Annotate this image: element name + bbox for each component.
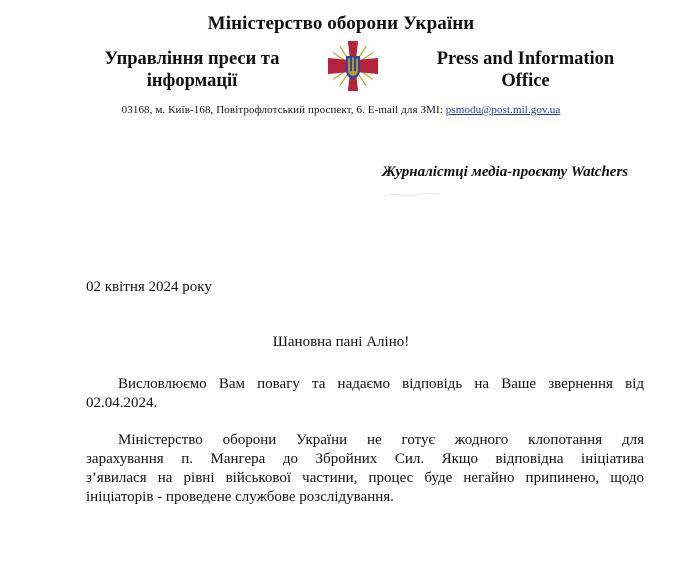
- email-link[interactable]: psmodu@post.mil.gov.ua: [445, 104, 561, 116]
- department-name-english-line2: Office: [501, 71, 550, 91]
- department-name-english-line1: Press and Information: [436, 49, 615, 69]
- paragraph-2-line: Міністерство оборони України не готує жодного клопотання для: [118, 432, 644, 448]
- department-name-ukrainian-line2: інформації: [146, 71, 238, 91]
- paragraph-1: [86, 375, 644, 413]
- department-name-english: [418, 48, 633, 92]
- letter-date: 02 квітня 2024 року: [86, 279, 212, 295]
- department-name-ukrainian-line1: Управління преси та: [104, 49, 280, 69]
- paragraph-2-line: ініціаторів - проведене службове розслідування.: [86, 489, 394, 505]
- address-line: [0, 104, 682, 116]
- paragraph-2-line: з’явилася на рівні військової частини, процес буде негайно припинено, щодо: [86, 470, 644, 486]
- ministry-emblem-icon: [325, 38, 381, 94]
- address-text: 03168, м. Київ-168, Повітрофлотський проспект, 6. E-mail для ЗМІ:: [121, 104, 443, 116]
- department-name-ukrainian: [72, 48, 312, 92]
- greeting: Шановна пані Аліно!: [272, 334, 410, 350]
- paragraph-1-line: 02.04.2024.: [86, 395, 158, 411]
- recipient: Журналістці медіа-проєкту Watchers: [382, 164, 629, 180]
- paragraph-2-line: зарахування п. Мангера до Збройних Сил. Якщо відповідна ініціатива: [86, 451, 644, 467]
- paragraph-2: [86, 431, 644, 507]
- ministry-title: Міністерство оборони України: [207, 13, 475, 34]
- paragraph-1-line: Висловлюємо Вам повагу та надаємо відповідь на Ваше звернення від: [118, 376, 644, 392]
- faint-scribble-mark: [382, 192, 442, 198]
